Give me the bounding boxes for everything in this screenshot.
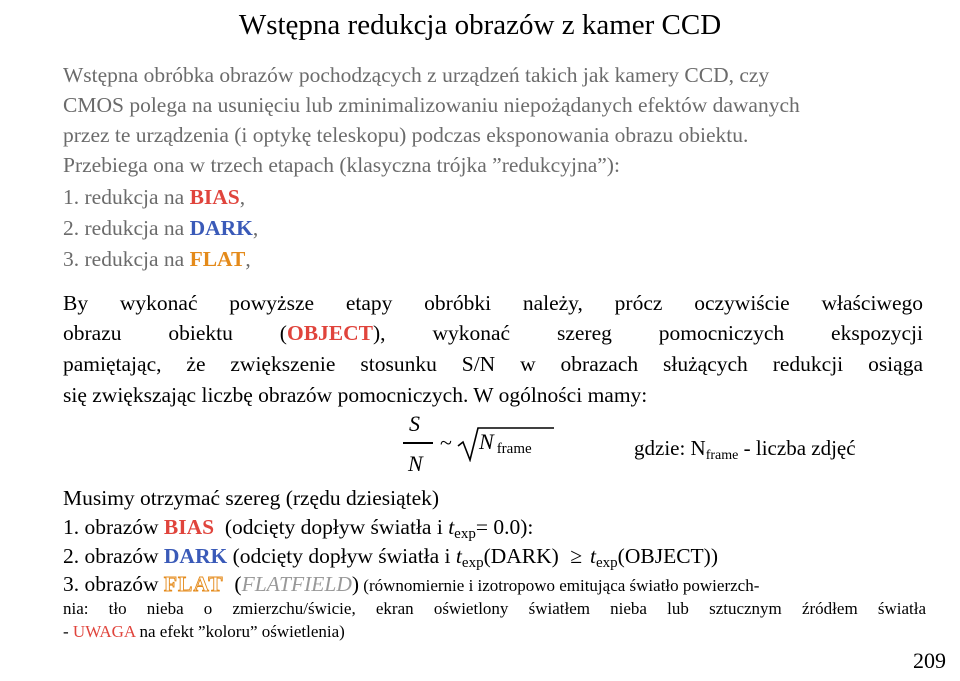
list-item-dark: 2. obrazów DARK (odcięty dopływ światła i texp(DARK) ≥ texp(OBJECT))	[63, 544, 718, 571]
list-dark-name: DARK	[163, 544, 228, 568]
slide-title: Wstępna redukcja obrazów z kamer CCD	[238, 9, 722, 41]
para2-line-4: się zwiększając liczbę obrazów pomocniczych. W ogólności mamy:	[63, 383, 648, 407]
stage-dark: 2. redukcja na DARK,	[63, 216, 259, 240]
fraction-bar	[403, 442, 433, 444]
uwaga-label: UWAGA	[72, 622, 136, 641]
formula-nframe: N frame	[479, 429, 532, 457]
stage-flat: 3. redukcja na FLAT,	[63, 247, 251, 271]
intro-line-1: Wstępna obróbka obrazów pochodzących z urządzeń takich jak kamery CCD, czy	[63, 63, 770, 87]
musimy-line: Musimy otrzymać szereg (rzędu dziesiątek)	[63, 486, 440, 510]
para2-line-3: pamiętając, że zwiększenie stosunku S/N w obrazach służących redukcji osiąga	[63, 352, 923, 376]
stage-dark-name: DARK	[189, 216, 253, 240]
page-number: 209	[913, 648, 946, 673]
list-item-flat: 3. obrazów FLAT (FLATFIELD) (równomiernie i izotropowo emitująca światło powierzch-	[63, 572, 760, 596]
formula-numerator: S	[409, 411, 420, 436]
intro-line-4: Przebiega ona w trzech etapach (klasyczna trójka ”redukcyjna”):	[63, 153, 620, 177]
list-item-flat-line-2: nia: tło nieba o zmierzchu/świcie, ekran oświetlony światłem nieba lub sztucznym źródłem światła	[63, 599, 926, 618]
para2-line-2: obrazu obiektu (OBJECT), wykonać szereg pomocniczych ekspozycji	[63, 321, 923, 345]
formula-denominator: N	[408, 451, 423, 476]
intro-line-2: CMOS polega na usunięciu lub zminimalizowaniu niepożądanych efektów dawanych	[63, 93, 800, 117]
stage-flat-name: FLAT	[189, 247, 246, 271]
list-bias-name: BIAS	[163, 515, 215, 539]
para2-line-1: By wykonać powyższe etapy obróbki należy, prócz oczywiście właściwego	[63, 291, 923, 315]
list-item-flat-line-3: - UWAGA na efekt ”koloru” oświetlenia)	[63, 622, 345, 641]
flatfield-label: FLATFIELD	[241, 572, 352, 596]
formula-where: gdzie: Nframe - liczba zdjęć	[634, 436, 856, 463]
stage-bias: 1. redukcja na BIAS,	[63, 185, 246, 209]
formula-tilde: ~	[440, 430, 452, 455]
intro-line-3: przez te urządzenia (i optykę teleskopu) podczas eksponowania obrazu obiektu.	[63, 123, 749, 147]
list-item-bias: 1. obrazów BIAS (odcięty dopływ światła i texp= 0.0):	[63, 515, 534, 542]
geq-symbol: ≥	[570, 544, 583, 568]
object-label: OBJECT	[286, 321, 373, 345]
stage-bias-name: BIAS	[189, 185, 240, 209]
list-flat-name: FLAT	[163, 572, 224, 596]
